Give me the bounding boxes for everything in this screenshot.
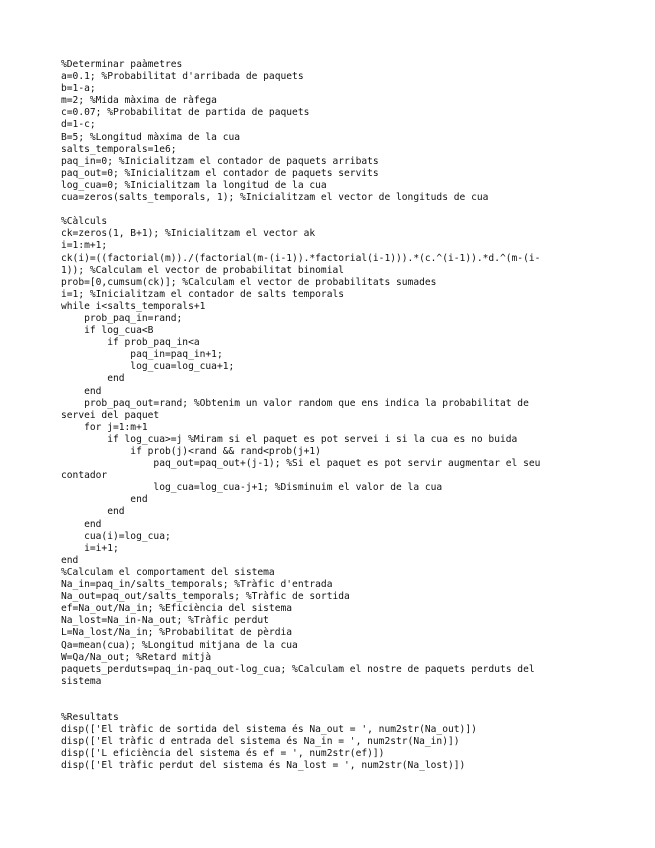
code-line: disp(['L eficiència del sistema és ef = ', num2str(ef)]) <box>61 748 385 760</box>
code-line: log_cua=log_cua-j+1; %Disminuim el valor de la cua <box>61 482 443 494</box>
code-line: if prob_paq_in<a <box>61 337 200 349</box>
code-line: if log_cua>=j %Miram si el paquet es pot servei i si la cua es no buida <box>61 433 518 445</box>
code-line <box>61 700 601 712</box>
code-line: end <box>61 385 102 397</box>
code-line: Na_lost=Na_in-Na_out; %Tràfic perdut <box>61 615 269 627</box>
code-line: ck(i)=((factorial(m))./(factorial(m-(i-1)).*factorial(i-1))).*(c.^(i-1)).*d.^(m-(i- <box>61 252 541 264</box>
code-line: for j=1:m+1 <box>61 421 148 433</box>
code-line: end <box>61 518 102 530</box>
code-line: if prob(j)<rand && rand<prob(j+1) <box>61 446 321 457</box>
code-line: b=1-a; <box>61 83 96 95</box>
code-line: paquets_perduts=paq_in-paq_out-log_cua; %Calculam el nostre de paquets perduts del <box>61 663 535 675</box>
code-line: prob_paq_out=rand; %Obtenim un valor random que ens indica la probabilitat de <box>61 397 529 409</box>
code-line: servei del paquet <box>61 409 160 421</box>
code-line: %Resultats <box>61 712 119 724</box>
code-line: paq_out=paq_out+(j-1); %Si el paquet es pot servir augmentar el seu <box>61 458 541 470</box>
code-line: ck=zeros(1, B+1); %Inicialitzam el vector ak <box>61 228 316 240</box>
code-line: disp(['El tràfic d entrada del sistema és Na_in = ', num2str(Na_in)]) <box>61 736 460 748</box>
code-line: Na_in=paq_in/salts_temporals; %Tràfic d'entrada <box>61 579 333 591</box>
code-line: W=Qa/Na_out; %Retard mitjà <box>61 651 212 663</box>
code-line: c=0.07; %Probabilitat de partida de paquets <box>61 107 310 119</box>
code-line: contador <box>61 470 108 482</box>
code-line: paq_in=paq_in+1; <box>61 349 223 361</box>
code-line: disp(['El tràfic de sortida del sistema és Na_out = ', num2str(Na_out)]) <box>61 724 477 736</box>
code-line: prob=[0,cumsum(ck)]; %Calculam el vector de probabilitats sumades <box>61 276 437 288</box>
code-line: while i<salts_temporals+1 <box>61 300 206 312</box>
code-line: L=Na_lost/Na_in; %Probabilitat de pèrdia <box>61 627 293 639</box>
code-listing <box>61 59 601 773</box>
code-line: Na_out=paq_out/salts_temporals; %Tràfic de sortida <box>61 591 350 603</box>
code-line: end <box>61 554 79 566</box>
code-line: cua(i)=log_cua; <box>61 530 171 542</box>
code-line: prob_paq_in=rand; <box>61 312 183 324</box>
code-line <box>61 204 601 216</box>
code-line: salts_temporals=1e6; <box>61 143 177 155</box>
code-line: if log_cua<B <box>61 325 154 337</box>
code-line: paq_in=0; %Inicialitzam el contador de paquets arribats <box>61 155 379 167</box>
code-line: B=5; %Longitud màxima de la cua <box>61 131 241 143</box>
code-line: log_cua=0; %Inicialitzam la longitud de la cua <box>61 179 327 191</box>
code-line: log_cua=log_cua+1; <box>61 361 235 373</box>
code-line: end <box>61 506 125 518</box>
code-line: end <box>61 373 125 385</box>
code-line: disp(['El tràfic perdut del sistema és Na_lost = ', num2str(Na_lost)]) <box>61 760 466 772</box>
code-line: %Determinar paàmetres <box>61 59 183 70</box>
code-line: m=2; %Mida màxima de ràfega <box>61 95 217 107</box>
code-line: a=0.1; %Probabilitat d'arribada de paquets <box>61 71 304 83</box>
code-line: sistema <box>61 675 102 687</box>
code-line: ef=Na_out/Na_in; %Eficiència del sistema <box>61 603 293 615</box>
code-line: i=1:m+1; <box>61 240 108 252</box>
code-line: end <box>61 494 148 506</box>
code-line <box>61 688 601 700</box>
code-line: Qa=mean(cua); %Longitud mitjana de la cua <box>61 639 298 651</box>
code-line: 1)); %Calculam el vector de probabilitat binomial <box>61 264 345 276</box>
code-line: %Calculam el comportament del sistema <box>61 566 275 578</box>
code-line: paq_out=0; %Inicialitzam el contador de paquets servits <box>61 167 379 179</box>
code-line: d=1-c; <box>61 119 96 131</box>
code-line: i=1; %Inicialitzam el contador de salts temporals <box>61 288 345 300</box>
code-line: i=i+1; <box>61 542 119 554</box>
code-line: %Càlculs <box>61 216 108 228</box>
code-line: cua=zeros(salts_temporals, 1); %Inicialitzam el vector de longituds de cua <box>61 192 489 204</box>
